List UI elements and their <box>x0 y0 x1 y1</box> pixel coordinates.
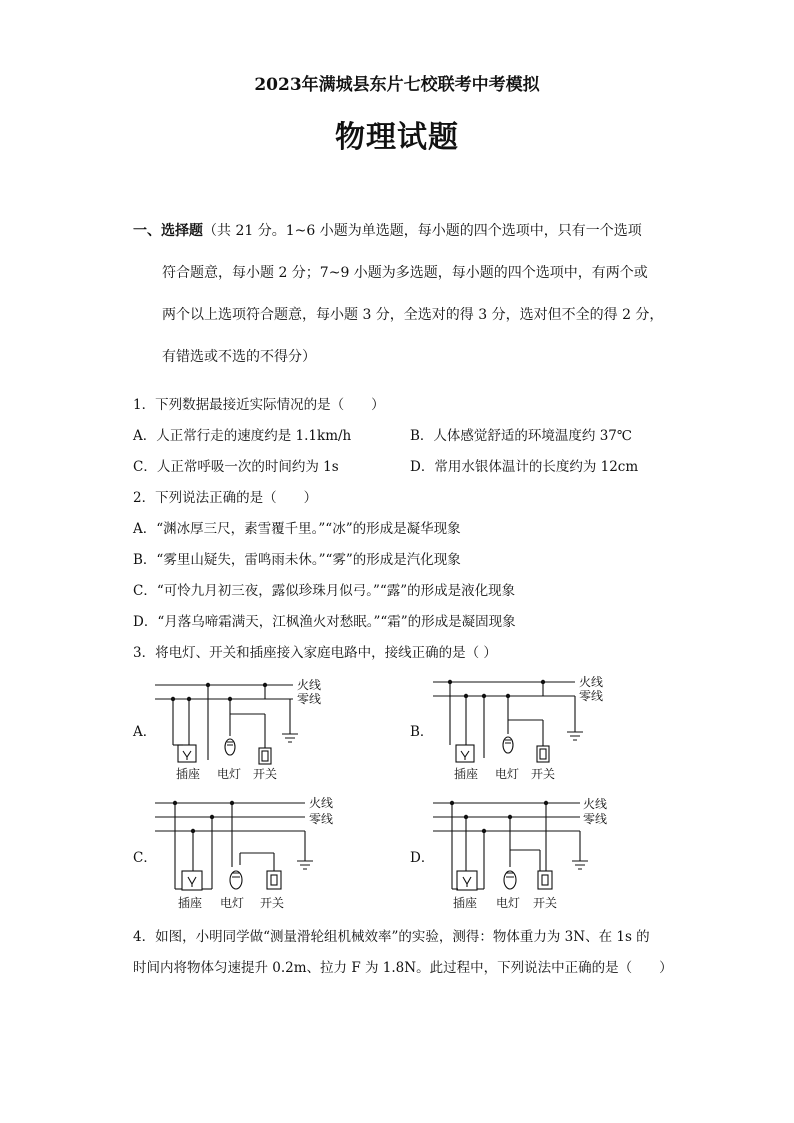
ground-icon <box>297 861 313 869</box>
section-instructions-line-3: 两个以上选项符合题意，每小题 3 分，全选对的得 3 分，选对但不全的得 2 分， <box>162 307 664 323</box>
ground-icon <box>567 732 583 740</box>
q2-option-d: D．“月落乌啼霜满天，江枫渔火对愁眠。”“霜”的形成是凝固现象 <box>133 614 516 630</box>
neutral-wire-label: 零线 <box>579 689 604 703</box>
socket-label: 插座 <box>454 767 479 781</box>
lamp-icon <box>504 871 516 889</box>
q3-option-c-label: C． <box>133 850 157 866</box>
lamp-label: 电灯 <box>220 896 245 910</box>
lamp-label: 电灯 <box>496 896 521 910</box>
live-wire-label: 火线 <box>579 675 604 689</box>
switch-label: 开关 <box>253 767 278 781</box>
q1-stem: 1．下列数据最接近实际情况的是（ ） <box>133 397 385 413</box>
q2-option-c: C．“可怜九月初三夜，露似珍珠月似弓。”“露”的形成是液化现象 <box>133 583 516 599</box>
q3-circuit-diagram-d <box>428 795 628 915</box>
section-label: 一、选择题 <box>133 223 203 239</box>
lamp-icon <box>503 737 513 753</box>
switch-icon <box>259 748 271 764</box>
live-wire-label: 火线 <box>297 678 322 692</box>
switch-label: 开关 <box>260 896 285 910</box>
neutral-wire-label: 零线 <box>583 812 608 826</box>
q1-option-b: B．人体感觉舒适的环境温度约 37℃ <box>410 428 632 444</box>
socket-icon <box>457 871 477 890</box>
socket-label: 插座 <box>178 896 203 910</box>
q4-stem-line-2: 时间内将物体匀速提升 0.2m、拉力 F 为 1.8N。此过程中，下列说法中正确的是（ ） <box>133 960 673 976</box>
lamp-label: 电灯 <box>217 767 242 781</box>
exam-title: 2023年满城县东片七校联考中考模拟 <box>254 75 540 95</box>
lamp-label: 电灯 <box>495 767 520 781</box>
switch-icon <box>537 746 549 762</box>
q3-circuit-diagram-b <box>428 672 608 788</box>
q1-option-c: C．人正常呼吸一次的时间约为 1s <box>133 459 339 475</box>
q4-stem-line-1: 4．如图，小明同学做“测量滑轮组机械效率”的实验，测得：物体重力为 3N、在 1s 的 <box>133 929 650 945</box>
q2-option-b: B．“雾里山疑失，雷鸣雨未休。”“雾”的形成是汽化现象 <box>133 552 461 568</box>
section-instructions-line-2: 符合题意，每小题 2 分；7~9 小题为多选题，每小题的四个选项中，有两个或 <box>162 265 648 281</box>
switch-icon <box>538 871 552 889</box>
q3-circuit-diagram-c <box>150 795 350 915</box>
q1-option-a: A．人正常行走的速度约是 1.1km/h <box>133 428 352 444</box>
q3-option-a-label: A． <box>133 724 157 740</box>
q2-option-a: A．“渊冰厚三尺，素雪覆千里。”“冰”的形成是凝华现象 <box>133 521 461 537</box>
neutral-wire-label: 零线 <box>297 692 322 706</box>
switch-label: 开关 <box>533 896 558 910</box>
q3-circuit-diagram-a <box>150 672 330 788</box>
switch-icon <box>267 871 281 889</box>
section-instructions-line-4: 有错选或不选的不得分） <box>162 349 316 365</box>
lamp-icon <box>230 871 242 889</box>
q2-stem: 2．下列说法正确的是（ ） <box>133 490 318 506</box>
neutral-wire-label: 零线 <box>309 812 334 826</box>
ground-icon <box>282 734 298 742</box>
live-wire-label: 火线 <box>309 796 334 810</box>
section-text: （共 21 分。1~6 小题为单选题，每小题的四个选项中，只有一个选项 <box>203 223 642 239</box>
ground-icon <box>572 861 588 869</box>
socket-label: 插座 <box>453 896 478 910</box>
exam-subject-title: 物理试题 <box>335 120 459 155</box>
q3-option-b-label: B． <box>410 724 434 740</box>
q1-option-d: D．常用水银体温计的长度约为 12cm <box>410 459 639 475</box>
socket-label: 插座 <box>176 767 201 781</box>
section-instructions-line-1 <box>133 220 642 240</box>
q3-option-d-label: D． <box>410 850 435 866</box>
socket-icon <box>182 871 202 890</box>
q3-stem: 3．将电灯、开关和插座接入家庭电路中，接线正确的是（ ） <box>133 645 497 661</box>
switch-label: 开关 <box>531 767 556 781</box>
live-wire-label: 火线 <box>583 797 608 811</box>
lamp-icon <box>225 739 235 755</box>
